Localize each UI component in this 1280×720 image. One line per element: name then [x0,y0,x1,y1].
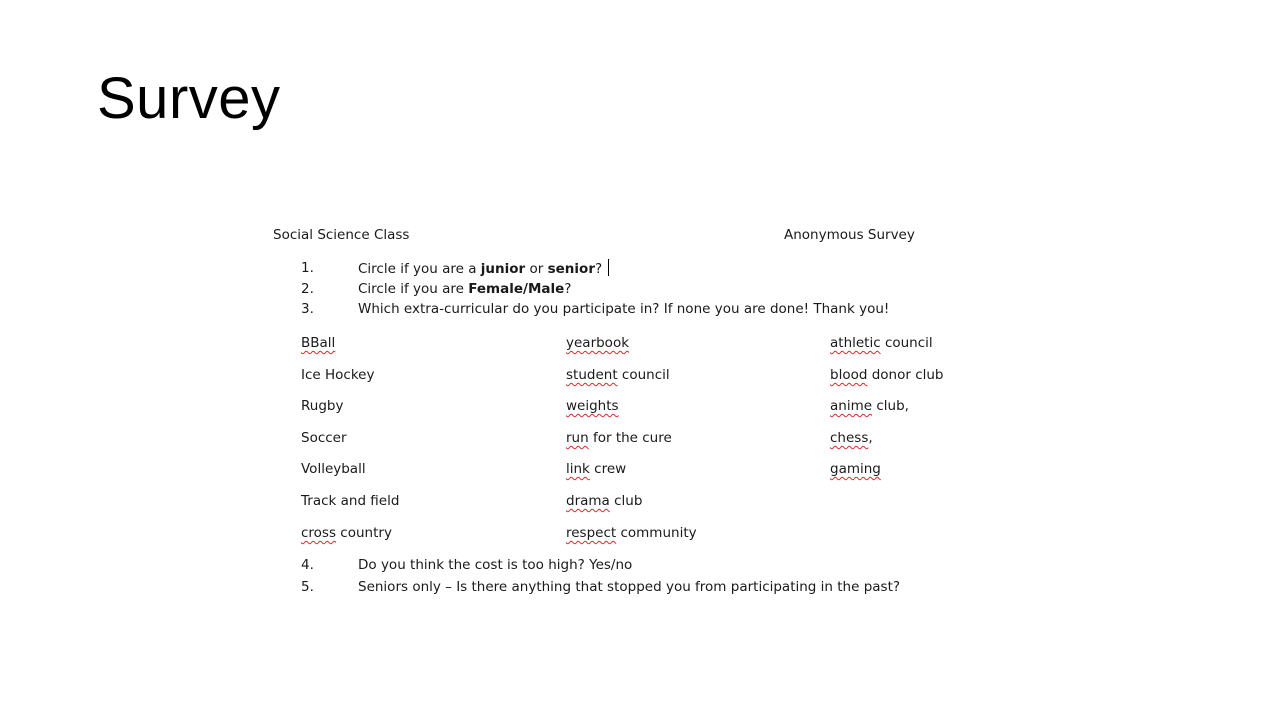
question-text: Circle if you are Female/Male? [358,281,572,297]
question-number: 4. [301,557,314,573]
activity-item: drama club [566,493,643,509]
activity-item: Volleyball [301,461,366,477]
question-number: 5. [301,579,314,595]
activity-item: athletic council [830,335,933,351]
activity-item: weights [566,398,619,414]
header-left: Social Science Class [273,227,410,243]
activity-item: respect community [566,525,697,541]
question-text: Seniors only – Is there anything that stopped you from participating in the past? [358,579,901,595]
question-number: 2. [301,281,314,297]
question-text: Do you think the cost is too high? Yes/no [358,557,633,573]
slide-title: Survey [97,66,281,131]
question-number: 1. [301,260,314,276]
activity-item: gaming [830,461,881,477]
activity-item: BBall [301,335,336,351]
activity-item: cross country [301,525,392,541]
activity-item: blood donor club [830,367,944,383]
activity-item: yearbook [566,335,630,351]
text-cursor [608,259,609,276]
activity-item: anime club, [830,398,909,414]
activity-item: run for the cure [566,430,672,446]
question-text: Circle if you are a junior or senior? [358,259,609,278]
activity-item: link crew [566,461,627,477]
header-right: Anonymous Survey [784,227,915,243]
activity-item: Track and field [301,493,400,509]
question-text: Which extra-curricular do you participate in? If none you are done! Thank you! [358,301,890,317]
activity-item: student council [566,367,670,383]
question-number: 3. [301,301,314,317]
activity-item: Ice Hockey [301,367,375,383]
activity-item: Rugby [301,398,344,414]
activity-item: chess, [830,430,873,446]
survey-document-image [273,226,993,606]
activity-item: Soccer [301,430,347,446]
